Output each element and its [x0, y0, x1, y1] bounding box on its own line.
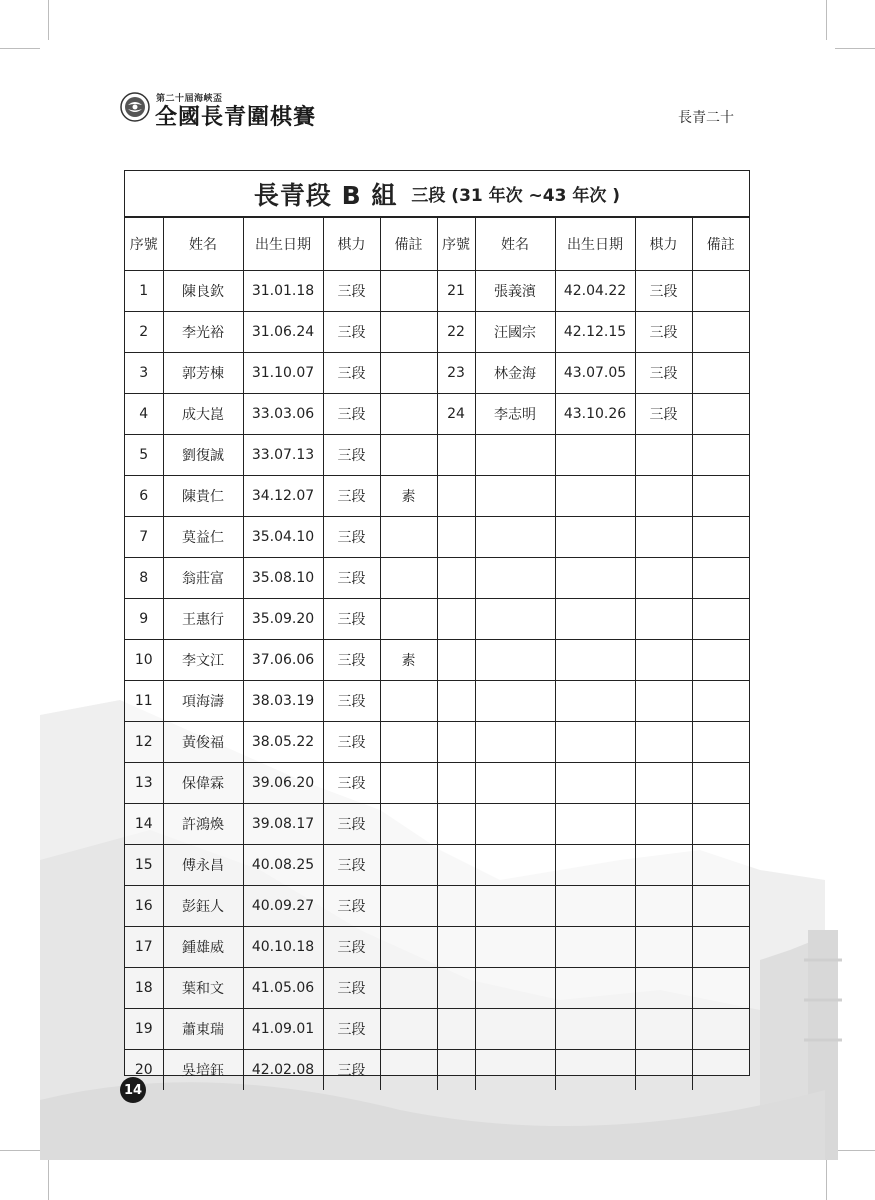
table-body	[125, 271, 749, 1091]
table-cell	[437, 968, 475, 1009]
table-cell: 傅永昌	[163, 845, 243, 886]
table-cell: 31.06.24	[243, 312, 323, 353]
group-subtitle: 三段 (31 年次 ~43 年次 )	[411, 186, 621, 206]
table-cell	[555, 845, 635, 886]
table-cell: 素	[380, 640, 437, 681]
table-cell: 李志明	[475, 394, 555, 435]
table-cell	[380, 927, 437, 968]
table-row	[125, 804, 749, 845]
table-cell	[635, 558, 692, 599]
column-header: 姓名	[163, 218, 243, 271]
table-cell	[555, 640, 635, 681]
table-cell: 林金海	[475, 353, 555, 394]
table-cell: 18	[125, 968, 163, 1009]
table-cell	[692, 1009, 749, 1050]
table-cell	[437, 763, 475, 804]
table-cell: 許鴻煥	[163, 804, 243, 845]
table-cell	[475, 763, 555, 804]
table-cell	[380, 312, 437, 353]
table-cell	[437, 1050, 475, 1091]
table-cell: 40.08.25	[243, 845, 323, 886]
table-cell: 三段	[323, 599, 380, 640]
table-cell	[437, 599, 475, 640]
table-cell	[555, 1009, 635, 1050]
table-cell: 三段	[323, 517, 380, 558]
table-cell	[692, 845, 749, 886]
table-cell: 35.08.10	[243, 558, 323, 599]
table-cell: 21	[437, 271, 475, 312]
column-header: 序號	[125, 218, 163, 271]
table-cell	[437, 476, 475, 517]
table-cell: 42.12.15	[555, 312, 635, 353]
group-title: 長青段 B 組	[253, 180, 398, 210]
table-cell	[555, 886, 635, 927]
section-label: 長青二十	[678, 110, 734, 126]
table-cell	[475, 599, 555, 640]
table-cell	[555, 804, 635, 845]
table-cell: 33.07.13	[243, 435, 323, 476]
table-cell	[692, 681, 749, 722]
table-cell: 黃俊福	[163, 722, 243, 763]
table-cell	[475, 517, 555, 558]
table-cell: 7	[125, 517, 163, 558]
table-cell	[437, 845, 475, 886]
table-row	[125, 558, 749, 599]
table-row	[125, 394, 749, 435]
table-cell: 三段	[323, 927, 380, 968]
table-cell: 43.10.26	[555, 394, 635, 435]
table-cell: 16	[125, 886, 163, 927]
table-cell	[475, 804, 555, 845]
table-cell: 三段	[323, 763, 380, 804]
table-cell: 三段	[323, 435, 380, 476]
table-cell	[635, 886, 692, 927]
table-cell: 42.04.22	[555, 271, 635, 312]
table-cell: 汪國宗	[475, 312, 555, 353]
table-cell	[692, 1050, 749, 1091]
table-cell	[380, 845, 437, 886]
table-cell: 31.10.07	[243, 353, 323, 394]
table-cell	[692, 558, 749, 599]
column-header: 姓名	[475, 218, 555, 271]
table-row	[125, 763, 749, 804]
table-cell	[437, 1009, 475, 1050]
table-cell	[437, 435, 475, 476]
table-cell: 三段	[323, 640, 380, 681]
table-cell: 郭芳棟	[163, 353, 243, 394]
table-cell	[380, 722, 437, 763]
table-cell: 5	[125, 435, 163, 476]
table-cell: 李光裕	[163, 312, 243, 353]
table-cell	[475, 968, 555, 1009]
table-cell	[635, 1009, 692, 1050]
table-cell: 11	[125, 681, 163, 722]
table-cell	[635, 435, 692, 476]
table-cell	[437, 927, 475, 968]
table-cell	[475, 1050, 555, 1091]
table-cell	[555, 927, 635, 968]
table-cell: 三段	[323, 558, 380, 599]
table-cell: 40.10.18	[243, 927, 323, 968]
table-cell	[380, 1050, 437, 1091]
page-number-badge: 14	[120, 1077, 146, 1103]
table-cell: 陳貴仁	[163, 476, 243, 517]
table-cell	[380, 763, 437, 804]
table-cell	[437, 517, 475, 558]
table-cell	[380, 558, 437, 599]
table-cell	[692, 927, 749, 968]
table-cell: 三段	[323, 804, 380, 845]
table-cell	[692, 271, 749, 312]
table-cell: 39.06.20	[243, 763, 323, 804]
table-cell	[692, 763, 749, 804]
table-row	[125, 435, 749, 476]
table-cell	[635, 968, 692, 1009]
table-cell	[635, 1050, 692, 1091]
table-cell: 張義濱	[475, 271, 555, 312]
table-cell: 35.09.20	[243, 599, 323, 640]
table-cell	[380, 394, 437, 435]
table-row	[125, 640, 749, 681]
table-cell	[692, 517, 749, 558]
roster-table	[125, 217, 749, 1090]
table-cell	[475, 640, 555, 681]
table-cell: 9	[125, 599, 163, 640]
table-cell: 34.12.07	[243, 476, 323, 517]
table-cell	[437, 804, 475, 845]
table-cell: 35.04.10	[243, 517, 323, 558]
column-header: 序號	[437, 218, 475, 271]
table-cell	[437, 722, 475, 763]
table-cell: 三段	[635, 271, 692, 312]
table-cell	[475, 476, 555, 517]
table-cell: 31.01.18	[243, 271, 323, 312]
table-cell	[475, 435, 555, 476]
table-row	[125, 312, 749, 353]
table-cell	[380, 968, 437, 1009]
table-cell: 素	[380, 476, 437, 517]
table-cell: 43.07.05	[555, 353, 635, 394]
table-cell	[555, 517, 635, 558]
table-cell	[475, 722, 555, 763]
table-cell	[692, 353, 749, 394]
table-row	[125, 517, 749, 558]
column-header: 出生日期	[243, 218, 323, 271]
table-cell: 24	[437, 394, 475, 435]
table-cell	[380, 681, 437, 722]
roster-sheet	[124, 170, 750, 1079]
table-cell	[555, 435, 635, 476]
table-cell	[555, 722, 635, 763]
table-cell: 三段	[323, 353, 380, 394]
table-cell	[692, 886, 749, 927]
table-cell: 39.08.17	[243, 804, 323, 845]
table-cell	[692, 640, 749, 681]
table-cell: 23	[437, 353, 475, 394]
table-cell: 37.06.06	[243, 640, 323, 681]
table-cell	[692, 435, 749, 476]
table-cell	[437, 640, 475, 681]
table-cell: 劉復誠	[163, 435, 243, 476]
table-cell: 李文江	[163, 640, 243, 681]
table-cell: 三段	[323, 476, 380, 517]
table-cell	[635, 804, 692, 845]
table-row	[125, 968, 749, 1009]
column-header: 棋力	[635, 218, 692, 271]
table-cell: 吳培鈺	[163, 1050, 243, 1091]
table-header-row	[125, 218, 749, 271]
table-cell: 保偉霖	[163, 763, 243, 804]
table-cell: 三段	[323, 845, 380, 886]
table-cell: 10	[125, 640, 163, 681]
table-cell	[635, 517, 692, 558]
column-header: 棋力	[323, 218, 380, 271]
table-cell: 三段	[323, 681, 380, 722]
table-cell: 三段	[323, 394, 380, 435]
table-row	[125, 681, 749, 722]
table-cell: 三段	[323, 312, 380, 353]
table-cell	[475, 1009, 555, 1050]
table-cell: 22	[437, 312, 475, 353]
table-cell: 2	[125, 312, 163, 353]
column-header: 備註	[692, 218, 749, 271]
table-cell	[635, 476, 692, 517]
table-cell	[380, 1009, 437, 1050]
table-row	[125, 845, 749, 886]
table-cell: 14	[125, 804, 163, 845]
table-cell: 三段	[323, 271, 380, 312]
table-cell	[555, 1050, 635, 1091]
table-cell: 41.05.06	[243, 968, 323, 1009]
roster-title-bar	[125, 171, 749, 217]
table-cell	[555, 763, 635, 804]
table-cell: 4	[125, 394, 163, 435]
table-cell	[380, 886, 437, 927]
table-cell	[475, 886, 555, 927]
table-cell: 3	[125, 353, 163, 394]
table-cell: 三段	[323, 968, 380, 1009]
event-title: 全國長青圍棋賽	[155, 105, 317, 130]
column-header: 出生日期	[555, 218, 635, 271]
table-cell: 成大崑	[163, 394, 243, 435]
table-cell: 三段	[635, 312, 692, 353]
table-cell: 彭鈺人	[163, 886, 243, 927]
table-cell	[635, 722, 692, 763]
table-cell: 8	[125, 558, 163, 599]
table-row	[125, 886, 749, 927]
table-cell: 13	[125, 763, 163, 804]
table-cell	[635, 599, 692, 640]
table-cell	[635, 927, 692, 968]
table-cell: 15	[125, 845, 163, 886]
table-row	[125, 271, 749, 312]
table-row	[125, 722, 749, 763]
table-cell	[555, 599, 635, 640]
table-cell: 三段	[323, 1050, 380, 1091]
table-cell: 33.03.06	[243, 394, 323, 435]
table-cell: 19	[125, 1009, 163, 1050]
table-cell	[692, 599, 749, 640]
event-edition-label: 第二十屆海峽盃	[156, 94, 223, 104]
table-cell	[380, 435, 437, 476]
table-cell	[635, 681, 692, 722]
table-cell	[437, 681, 475, 722]
table-cell	[437, 886, 475, 927]
table-cell	[380, 517, 437, 558]
table-cell: 葉和文	[163, 968, 243, 1009]
table-cell	[475, 927, 555, 968]
table-cell: 三段	[635, 353, 692, 394]
table-row	[125, 927, 749, 968]
table-cell: 莫益仁	[163, 517, 243, 558]
table-cell: 鍾雄威	[163, 927, 243, 968]
table-cell: 17	[125, 927, 163, 968]
table-cell	[692, 722, 749, 763]
table-cell: 41.09.01	[243, 1009, 323, 1050]
table-cell	[692, 394, 749, 435]
table-cell	[635, 640, 692, 681]
table-cell	[475, 681, 555, 722]
table-cell: 項海濤	[163, 681, 243, 722]
table-cell: 40.09.27	[243, 886, 323, 927]
table-cell: 王惠行	[163, 599, 243, 640]
table-cell	[380, 271, 437, 312]
table-cell: 蕭東瑞	[163, 1009, 243, 1050]
table-cell: 38.05.22	[243, 722, 323, 763]
table-cell	[437, 558, 475, 599]
table-cell	[555, 558, 635, 599]
table-row	[125, 1009, 749, 1050]
table-cell	[380, 353, 437, 394]
event-logo-icon	[120, 92, 150, 122]
table-row	[125, 1050, 749, 1091]
table-cell	[692, 968, 749, 1009]
table-cell	[635, 845, 692, 886]
column-header: 備註	[380, 218, 437, 271]
table-row	[125, 476, 749, 517]
table-cell	[635, 763, 692, 804]
table-cell: 6	[125, 476, 163, 517]
table-row	[125, 599, 749, 640]
table-cell: 陳良欽	[163, 271, 243, 312]
table-row	[125, 353, 749, 394]
table-cell	[692, 312, 749, 353]
table-cell: 三段	[635, 394, 692, 435]
table-cell: 20	[125, 1050, 163, 1091]
table-cell	[555, 968, 635, 1009]
table-cell	[692, 476, 749, 517]
table-cell: 38.03.19	[243, 681, 323, 722]
table-cell	[555, 681, 635, 722]
table-cell: 三段	[323, 1009, 380, 1050]
table-cell: 翁莊富	[163, 558, 243, 599]
table-cell	[475, 558, 555, 599]
table-cell: 42.02.08	[243, 1050, 323, 1091]
table-cell	[475, 845, 555, 886]
table-cell: 三段	[323, 722, 380, 763]
table-cell	[380, 599, 437, 640]
table-cell	[555, 476, 635, 517]
table-cell: 三段	[323, 886, 380, 927]
table-cell	[692, 804, 749, 845]
table-cell: 1	[125, 271, 163, 312]
table-cell	[380, 804, 437, 845]
table-cell: 12	[125, 722, 163, 763]
